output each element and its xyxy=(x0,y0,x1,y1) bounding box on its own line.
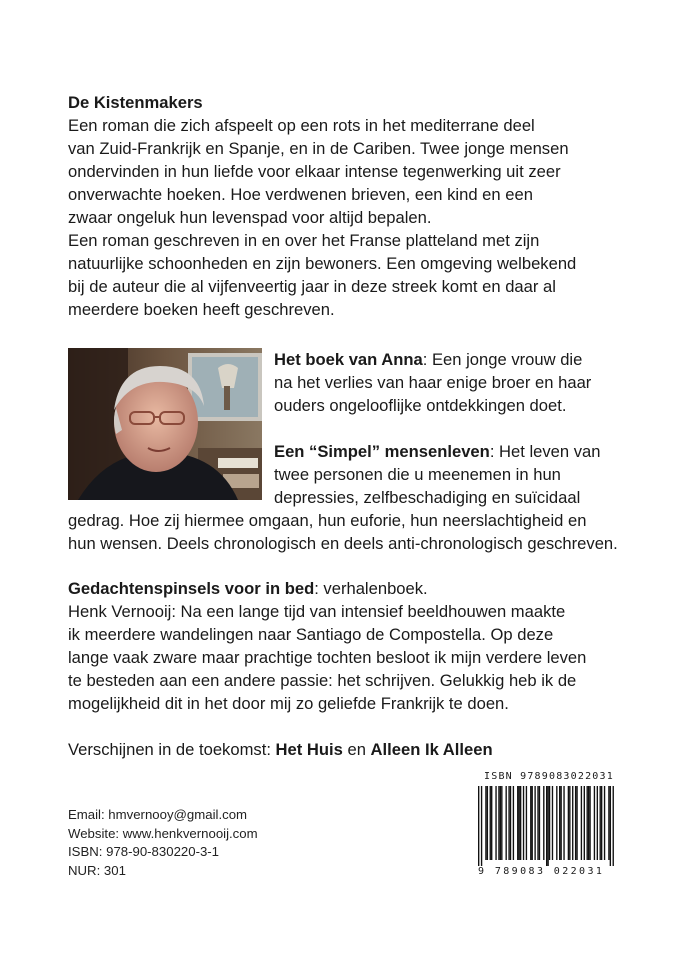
gedachten-line: te besteden aan een andere passie: het schrijven. Gelukkig heb ik de xyxy=(68,671,577,690)
kistenmakers-line: onverwachte hoeken. Hoe verdwenen brieven, een kind en een xyxy=(68,185,533,204)
barcode-bar xyxy=(495,786,496,860)
barcode-bar xyxy=(508,786,509,860)
simpel-line: twee personen die u meenemen in hun xyxy=(274,465,561,484)
anna-line-rest: : Een jonge vrouw die xyxy=(422,350,583,369)
kistenmakers-line: natuurlijke schoonheden en zijn bewoners. Een omgeving welbekend xyxy=(68,254,577,273)
barcode-bar xyxy=(530,786,531,860)
barcode-bar xyxy=(510,786,511,860)
contact-email: Email: hmvernooy@gmail.com xyxy=(68,807,248,822)
barcode-bar xyxy=(600,786,601,860)
gedachten-title: Gedachtenspinsels voor in bed xyxy=(68,579,315,598)
barcode-icon xyxy=(478,786,614,866)
barcode-bar xyxy=(610,786,611,866)
barcode-bar xyxy=(519,786,520,860)
barcode-bar xyxy=(481,786,482,866)
barcode-bar xyxy=(487,786,488,860)
gedachten-line: ik meerdere wandelingen naar Santiago de Compostella. Op deze xyxy=(68,625,554,644)
contact-block xyxy=(68,806,258,880)
barcode-bar xyxy=(559,786,560,860)
barcode-bar xyxy=(539,786,540,860)
author-photo-illustration xyxy=(68,348,262,500)
kistenmakers-line: Een roman geschreven in en over het Franse platteland met zijn xyxy=(68,231,540,250)
kistenmakers-line: Een roman die zich afspeelt op een rots in het mediterrane deel xyxy=(68,116,535,135)
anna-line: na het verlies van haar enige broer en haar xyxy=(274,373,592,392)
gedachten-line: mogelijkheid dit in het door mij zo geliefde Frankrijk te doen. xyxy=(68,694,509,713)
toekomst-title-het-huis: Het Huis xyxy=(275,740,343,759)
barcode-bar xyxy=(546,786,547,866)
barcode-isbn-label: ISBN 9789083022031 xyxy=(484,771,614,782)
barcode-bar xyxy=(532,786,533,860)
barcode-bar xyxy=(478,786,479,866)
barcode-bar xyxy=(589,786,590,860)
barcode-bar xyxy=(517,786,518,860)
gedachten-first-line xyxy=(68,577,628,600)
kistenmakers-line: van Zuid-Frankrijk en Spanje, en in de Cariben. Twee jonge mensen xyxy=(68,139,569,158)
barcode-bar xyxy=(523,786,524,860)
barcode-bar xyxy=(604,786,605,860)
barcode-bar xyxy=(608,786,609,860)
barcode-bar xyxy=(543,786,544,860)
barcode-bar xyxy=(500,786,501,860)
contact-website: Website: www.henkvernooij.com xyxy=(68,825,258,841)
toekomst-prefix: Verschijnen in de toekomst: xyxy=(68,740,276,759)
barcode-bar xyxy=(581,786,582,860)
barcode-bar xyxy=(537,786,538,860)
simpel-line: depressies, zelfbeschadiging en suïcidaal xyxy=(274,488,581,507)
gedachten-section xyxy=(68,577,628,715)
barcode-bar xyxy=(568,786,569,860)
barcode-bar xyxy=(569,786,570,860)
kistenmakers-line: ondervinden in hun liefde voor elkaar intense tegenwerking uit zeer xyxy=(68,162,561,181)
barcode-bar xyxy=(547,786,548,866)
barcode-bar xyxy=(490,786,491,860)
gedachten-line-rest: : verhalenboek. xyxy=(314,579,428,598)
author-photo xyxy=(68,348,262,500)
barcode-bar xyxy=(549,786,550,860)
kistenmakers-section xyxy=(68,91,628,321)
simpel-line-rest: : Het leven van xyxy=(489,442,601,461)
anna-section xyxy=(274,348,634,417)
barcode-bar xyxy=(587,786,588,860)
barcode-bar xyxy=(498,786,499,860)
simpel-section xyxy=(274,440,634,509)
barcode-bar xyxy=(576,786,577,860)
barcode-bar xyxy=(575,786,576,860)
barcode-bar xyxy=(513,786,514,860)
toekomst-title-alleen: Alleen Ik Alleen xyxy=(370,740,493,759)
barcode-bar xyxy=(552,786,553,860)
simpel-first-line xyxy=(274,440,634,463)
anna-title: Het boek van Anna xyxy=(274,350,423,369)
kistenmakers-line: bij de auteur die al vijfenveertig jaar in deze streek komt en daar al xyxy=(68,277,556,296)
barcode-bar xyxy=(613,786,614,866)
barcode-bar xyxy=(534,786,535,860)
gedachten-line: lange vaak zware maar prachtige tochten besloot ik mijn verdere leven xyxy=(68,648,587,667)
kistenmakers-line: zwaar ongeluk hun levenspad voor altijd bepalen. xyxy=(68,208,432,227)
barcode-bar xyxy=(526,786,527,860)
barcode-bar xyxy=(520,786,521,860)
contact-nur: NUR: 301 xyxy=(68,862,126,878)
toekomst-mid: en xyxy=(342,740,371,759)
barcode-bar xyxy=(556,786,557,860)
barcode-bar xyxy=(491,786,492,860)
barcode-bar xyxy=(560,786,561,860)
kistenmakers-line: meerdere boeken heeft geschreven. xyxy=(68,300,335,319)
anna-first-line xyxy=(274,348,634,371)
simpel-title: Een “Simpel” mensenleven xyxy=(274,442,490,461)
toekomst-section xyxy=(68,738,628,761)
simpel-continuation xyxy=(68,509,628,555)
kistenmakers-title: De Kistenmakers xyxy=(68,93,203,112)
barcode-bar xyxy=(485,786,486,860)
simpel-line: hun wensen. Deels chronologisch en deels anti-chronologisch geschreven. xyxy=(68,534,618,553)
toekomst-line xyxy=(68,738,628,761)
anna-line: ouders ongelooflijke ontdekkingen doet. xyxy=(274,396,567,415)
gedachten-line: Henk Vernooij: Na een lange tijd van intensief beeldhouwen maakte xyxy=(68,602,566,621)
barcode-bar xyxy=(505,786,506,860)
simpel-line: gedrag. Hoe zij hiermee omgaan, hun euforie, hun neerslachtigheid en xyxy=(68,511,587,530)
barcode-bar xyxy=(601,786,602,860)
barcode-bar xyxy=(563,786,564,860)
barcode-digits: 9 789083 022031 xyxy=(478,866,605,877)
barcode-bar xyxy=(501,786,502,860)
barcode-bar xyxy=(594,786,595,860)
barcode-bar xyxy=(584,786,585,860)
barcode-bar xyxy=(597,786,598,860)
contact-isbn: ISBN: 978-90-830220-3-1 xyxy=(68,844,220,860)
barcode-bar xyxy=(588,786,589,860)
barcode-bar xyxy=(572,786,573,860)
